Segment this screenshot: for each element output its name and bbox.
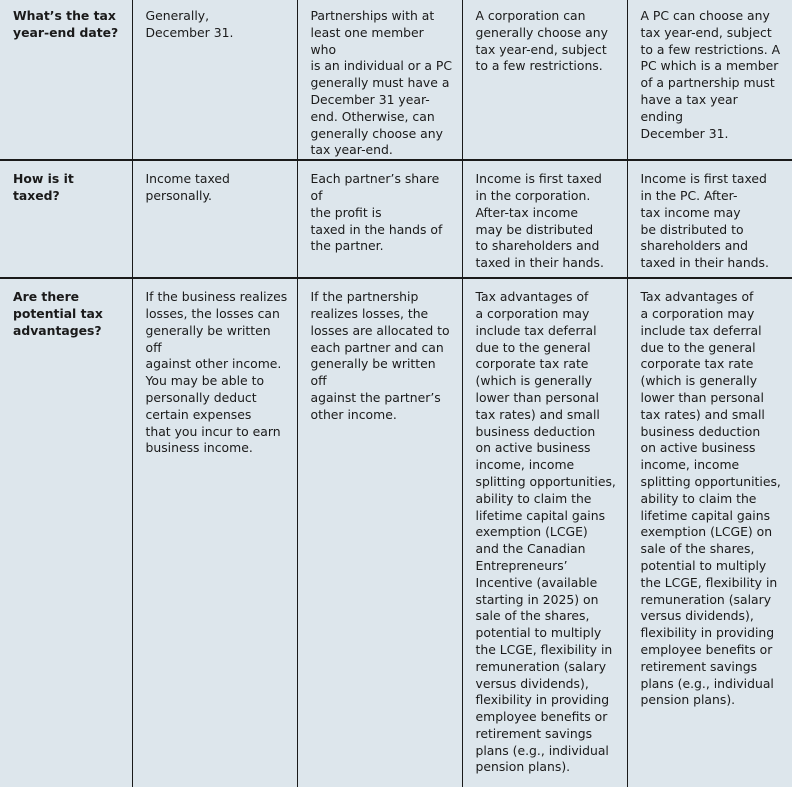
table-cell: Income taxed personally. xyxy=(132,160,297,278)
row-header-how-taxed: How is it taxed? xyxy=(0,160,132,278)
table-cell: Income is first taxed in the PC. After- tax income may be distributed to shareholders and taxed in their hands. xyxy=(627,160,792,278)
table-row-tax-advantages xyxy=(0,278,792,787)
table-cell: Tax advantages of a corporation may include tax deferral due to the general corporate tax rate (which is generally lower than personal tax rates) and small business deduction on active business income, income splitting opportunities, ability to claim the lifetime capital gains exemption (LCGE) on sale of the shares, potential to multiply the LCGE, flexibility in remuneration (salary versus dividends), flexibility in providing employee benefits or retirement savings plans (e.g., individual pension plans). xyxy=(640,289,781,708)
table-cell: Tax advantages of a corporation may include tax deferral due to the general corporate tax rate (which is generally lower than personal tax rates) and small business deduction on active business income, income splitting opportunities, ability to claim the lifetime capital gains exemption (LCGE) and the Canadian Entrepreneurs’ Incentive (available starting in 2025) on sale of the shares, potential to multiply the LCGE, flexibility in remuneration (salary versus dividends), flexibility in providing employee benefits or retirement savings plans (e.g., individual pension plans). xyxy=(462,278,627,787)
table-cell: If the partnership realizes losses, the losses are allocated to each partner and can generally be written off against the partner’s other income. xyxy=(297,278,462,787)
table-row-tax-year-end xyxy=(0,0,792,160)
table-cell: Each partner’s share of the profit is taxed in the hands of the partner. xyxy=(297,160,462,278)
row-header-tax-advantages: Are there potential tax advantages? xyxy=(0,278,132,787)
row-header-tax-year-end: What’s the tax year-end date? xyxy=(0,0,132,160)
table-cell: If the business realizes losses, the losses can generally be written off against other income. You may be able to personally deduct certain expenses that you incur to earn business income. xyxy=(132,278,297,787)
table-cell: Income is first taxed in the corporation. After-tax income may be distributed to shareholders and taxed in their hands. xyxy=(462,160,627,278)
table-cell: Generally, December 31. xyxy=(132,0,297,160)
table-cell: A PC can choose any tax year-end, subject to a few restrictions. A PC which is a member of a partnership must have a tax year ending December 31. xyxy=(627,0,792,160)
table-cell: A corporation can generally choose any tax year-end, subject to a few restrictions. xyxy=(462,0,627,160)
table-row-how-taxed xyxy=(0,160,792,278)
table-cell: Partnerships with at least one member who is an individual or a PC generally must have a December 31 year- end. Otherwise, can generally choose any tax year-end. xyxy=(297,0,462,160)
